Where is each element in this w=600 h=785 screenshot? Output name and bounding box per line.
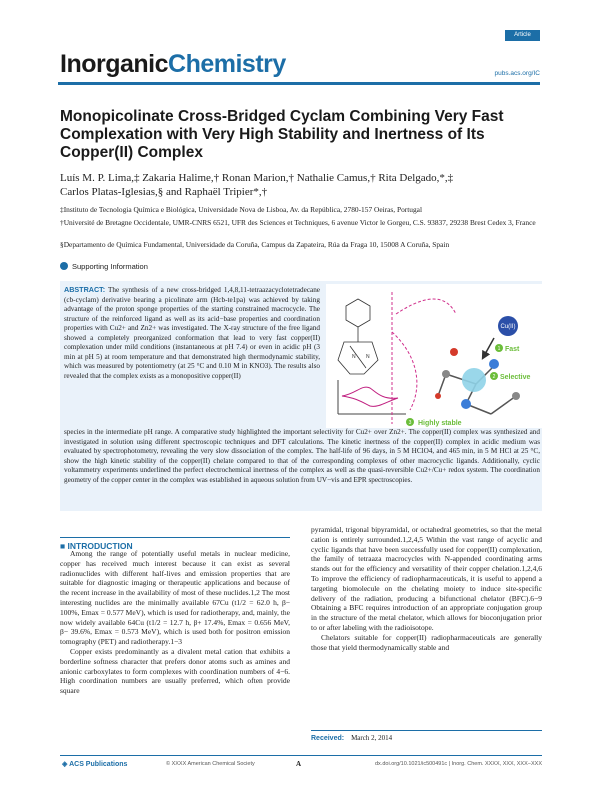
intro-paragraph-1: Among the range of potentially useful metals in nuclear medicine, copper has received much interest because it can exist as several radionuclides with different half-lives and emission properties that are suitable for diagnostic imaging or therapeutic applications and because of the recent increase in the availability of most of these nuclides.1,2 The most interesting nuclides are the minimally available 67Cu (t1/2 = 62.0 h, β− 100%, Emax = 0.577 MeV), which is used for radiotherapy, and, mainly, the now widely available 64Cu (t1/2 = 12.7 h, β+ 17.4%, Emax = 0.656 MeV, β− 39.6%, Emax = 0.573 MeV), which is used both for positron emission tomography (PET) and radiotherapy.1−3 [60, 549, 290, 647]
footer-rule [60, 755, 542, 756]
introduction-heading: ■ INTRODUCTION [60, 537, 290, 551]
toc-label-fast: Fast [505, 346, 520, 353]
supporting-info-icon [60, 262, 68, 270]
page-number: A [296, 760, 302, 768]
intro-paragraph-3: pyramidal, trigonal bipyramidal, or octahedral geometries, so that the metal cation is entirely surrounded.1,2,4,5 Within the vast range of acyclic and cyclic ligands that have been successfully used for copper(II) complexation, the family of tetraaza macrocycles with N-appended coordinating arms stands out for the efficiency and versatility of their copper chelation.1,2,4,6 To improve the efficiency of radiopharmaceuticals, it is useful to append a targeting biomolecule on the chelating moiety to induce site-specific delivery of the radiation, producing a bifunctional chelator (BFC).6−9 Obtaining a BFC requires introduction of an appropriate conjugation group in the structure of the metal chelator, which allows for bioconjugation prior to or after labeling with the radioisotope. [311, 525, 542, 632]
abstract-text-part2: species in the intermediate pH range. A comparative study highlighted the important selectivity for Cu2+ over Zn2+. The copper(II) complex was synthesized and investigated in solution using different spectroscopic techniques and DFT calculations. The kinetic inertness of the copper(II) complex in acidic medium was evaluated by spectrophotometry, revealing the very slow dissociation of the complex. The half-life of 96 days, in 5 M HClO4, and 465 min, in 5 M HCl at 25 °C, show the high kinetic stability of the copper(II) chelate compared to that of the corresponding complexes of other macrocyclic ligands. Additionally, cyclic voltammetry experiments underlined the perfect electrochemical inertness of the complex as well as the quasi-reversible Cu2+/Cu+ redox system. The coordination geometry of the copper center in the complex was established in aqueous solution from UV−vis and EPR spectroscopies. [64, 428, 540, 484]
svg-text:N: N [352, 354, 356, 360]
article-title: Monopicolinate Cross-Bridged Cyclam Combining Very Fast Complexation with Very High Stability and Inertness of Its Copper(II) Complex [60, 108, 504, 161]
affiliation-1: ‡Instituto de Tecnologia Química e Biológica, Universidade Nova de Lisboa, Av. da República, 2780-157 Oeiras, Portugal [60, 205, 423, 214]
author-list [60, 171, 540, 199]
journal-logo: InorganicChemistry [60, 50, 286, 78]
supporting-information-link[interactable]: Supporting Information [60, 262, 148, 271]
affiliation-3: §Departamento de Química Fundamental, Universidade da Coruña, Campus da Zapateira, Rúa da Fraga 10, 15008 A Coruña, Spain [60, 240, 450, 249]
toc-graphic [326, 284, 542, 428]
body-column-left [60, 549, 290, 696]
body-column-right [311, 525, 542, 652]
intro-paragraph-2: Copper exists predominantly as a divalent metal cation that exhibits a borderline softness character that prefers donor atoms such as amines and anionic carboxylates to form complexes with coordination numbers of 4−6. High coordination numbers are usually preferred, which often provide square [60, 646, 290, 696]
received-date-block: Received: March 2, 2014 [311, 730, 542, 742]
article-type-badge: Article [505, 30, 540, 41]
authors-line-2: Carlos Platas-Iglesias,§ and Raphaël Tripier*,† [60, 186, 268, 198]
acs-publications-logo[interactable]: ◈ ACS Publications [62, 761, 128, 768]
toc-label-stable: Highly stable [418, 420, 462, 427]
svg-text:1: 1 [497, 346, 501, 352]
svg-text:3: 3 [408, 420, 412, 426]
abstract-text-part1: ABSTRACT: The synthesis of a new cross-bridged 1,4,8,11-tetraazacyclotetradecane (cb-cyclam) derivative bearing a picolinate arm (Hcb-te1pa) was achieved by taking advantage of the proton sponge properties of the starting constrained macrocycle. The structure of the reinforced ligand as well as its acid−base properties and coordination properties with Cu2+ and Zn2+ was investigated. The X-ray structure of the free ligand showed a completely preorganized conformation that lead to very fast copper(II) complexation under mild conditions (instantaneous at pH 7.4) or even in acidic pH (3 min at pH 5) at room temperature and that demonstrated high thermodynamic stability, which was measured by potentiometry (at 25 °C and 0.10 M in KNO3). The results also revealed that the complex exists as a monopositive copper(II) [64, 285, 320, 380]
journal-url[interactable]: pubs.acs.org/IC [494, 70, 540, 77]
authors-line-1: Luís M. P. Lima,‡ Zakaria Halime,† Ronan Marion,† Nathalie Camus,† Rita Delgado,*,‡ [60, 172, 454, 184]
toc-label-selective: Selective [500, 374, 531, 381]
toc-graphic-svg [326, 284, 542, 428]
svg-text:2: 2 [492, 374, 496, 380]
intro-paragraph-4: Chelators suitable for copper(II) radiopharmaceuticals are generally those that yield thermodynamically stable and [311, 632, 542, 652]
toc-label-cu: Cu(II) [500, 324, 516, 330]
header-rule [58, 82, 540, 85]
copyright-notice: © XXXX American Chemical Society [166, 761, 255, 767]
affiliation-2: †Université de Bretagne Occidentale, UMR-CNRS 6521, UFR des Sciences et Techniques, 6 avenue Victor le Gorgeu, C.S. 93837, 29238 Brest Cedex 3, France [60, 218, 536, 227]
svg-text:N: N [366, 354, 370, 360]
doi-citation[interactable]: dx.doi.org/10.1021/ic500491c | Inorg. Chem. XXXX, XXX, XXX−XXX [375, 761, 542, 767]
